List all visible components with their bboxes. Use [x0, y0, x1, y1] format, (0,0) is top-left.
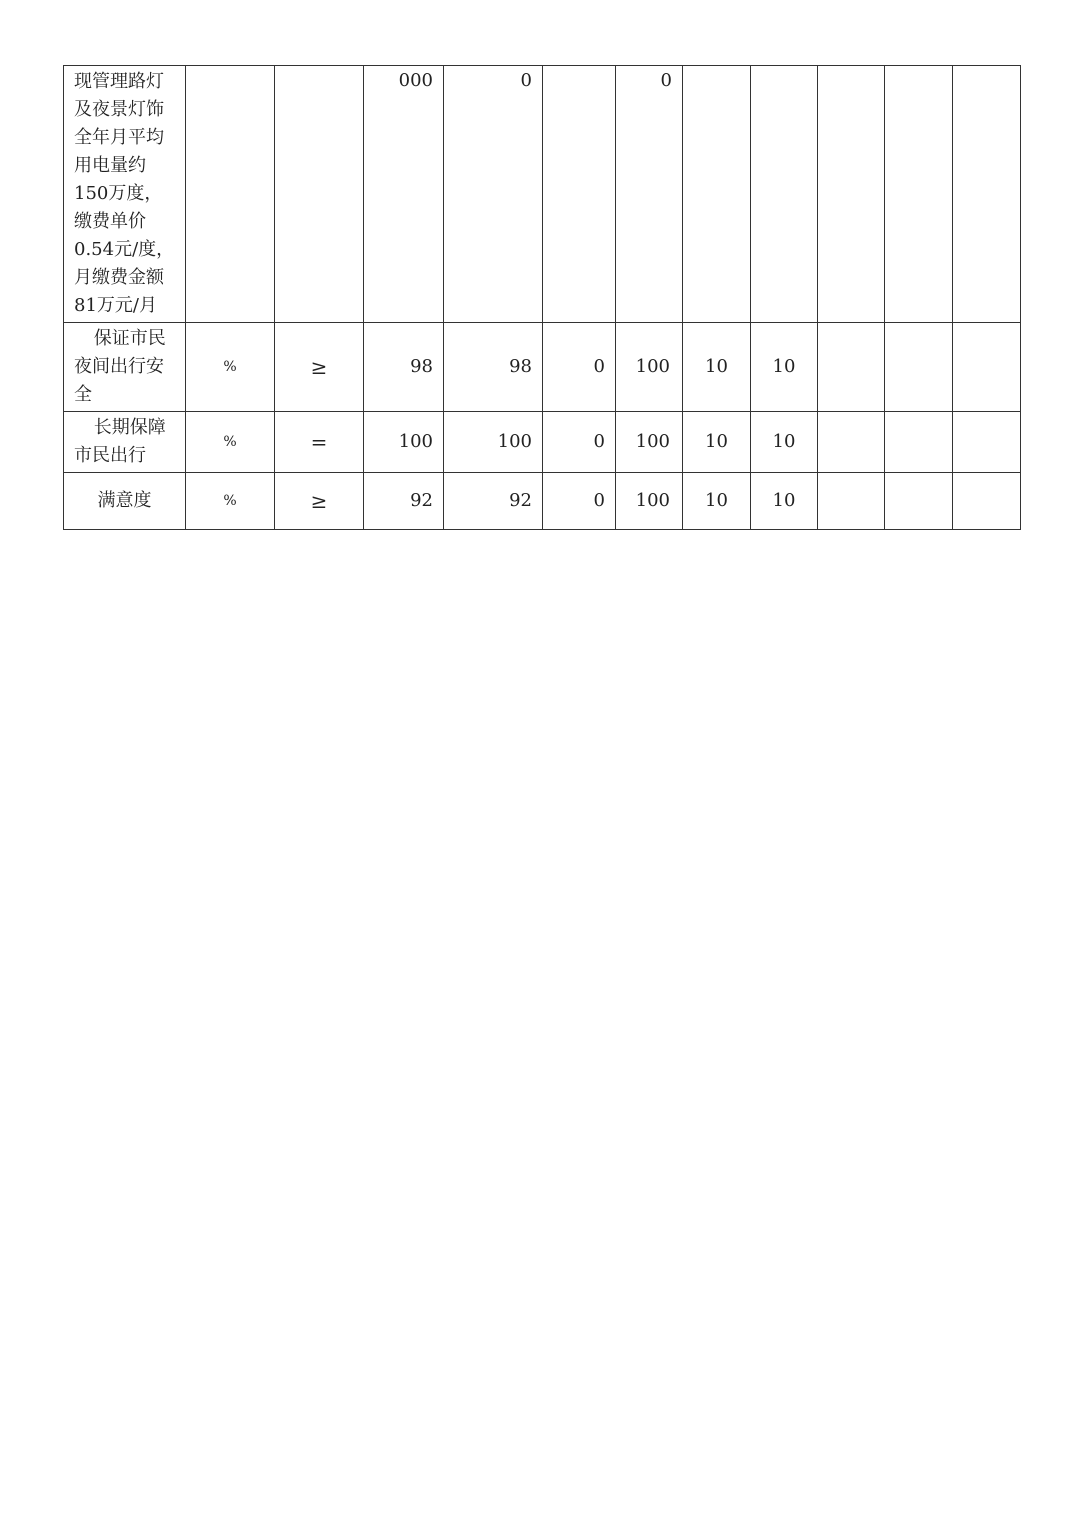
indicator-name-cell: 现管理路灯及夜景灯饰全年月平均用电量约150万度，缴费单价0.54元/度，月缴费金额81万元/月: [64, 66, 186, 323]
operator-cell: =: [275, 412, 364, 473]
empty-cell: [953, 412, 1021, 473]
completion-rate-cell: 100: [616, 323, 683, 412]
table-row: [64, 412, 1021, 473]
deviation-cell: [543, 66, 616, 323]
indicator-name-cell: 满意度: [64, 473, 186, 530]
empty-cell: [953, 323, 1021, 412]
unit-cell: %: [186, 323, 275, 412]
deviation-cell: 0: [543, 473, 616, 530]
weight-cell: 10: [683, 412, 751, 473]
annual-target-cell: 98: [364, 323, 444, 412]
empty-cell: [818, 473, 885, 530]
annual-target-cell: 92: [364, 473, 444, 530]
operator-cell: ≥: [275, 473, 364, 530]
indicator-name-cell: 长期保障市民出行: [64, 412, 186, 473]
empty-cell: [818, 66, 885, 323]
indicator-name-cell: 保证市民夜间出行安全: [64, 323, 186, 412]
score-cell: 10: [751, 473, 818, 530]
table-row: [64, 323, 1021, 412]
operator-cell: [275, 66, 364, 323]
unit-cell: %: [186, 412, 275, 473]
score-cell: 10: [751, 323, 818, 412]
annual-target-cell: 000: [364, 66, 444, 323]
deviation-cell: 0: [543, 412, 616, 473]
empty-cell: [818, 323, 885, 412]
unit-cell: [186, 66, 275, 323]
actual-value-cell: 92: [444, 473, 543, 530]
empty-cell: [885, 66, 953, 323]
deviation-cell: 0: [543, 323, 616, 412]
annual-target-cell: 100: [364, 412, 444, 473]
unit-cell: %: [186, 473, 275, 530]
actual-value-cell: 100: [444, 412, 543, 473]
weight-cell: 10: [683, 323, 751, 412]
completion-rate-cell: 100: [616, 412, 683, 473]
score-cell: 10: [751, 412, 818, 473]
actual-value-cell: 98: [444, 323, 543, 412]
empty-cell: [885, 323, 953, 412]
empty-cell: [953, 66, 1021, 323]
operator-cell: ≥: [275, 323, 364, 412]
table-row: [64, 473, 1021, 530]
weight-cell: 10: [683, 473, 751, 530]
empty-cell: [818, 412, 885, 473]
weight-cell: [683, 66, 751, 323]
empty-cell: [885, 473, 953, 530]
table-row: [64, 66, 1021, 323]
score-cell: [751, 66, 818, 323]
performance-indicator-table: [63, 65, 1021, 530]
completion-rate-cell: 0: [616, 66, 683, 323]
empty-cell: [953, 473, 1021, 530]
completion-rate-cell: 100: [616, 473, 683, 530]
actual-value-cell: 0: [444, 66, 543, 323]
empty-cell: [885, 412, 953, 473]
